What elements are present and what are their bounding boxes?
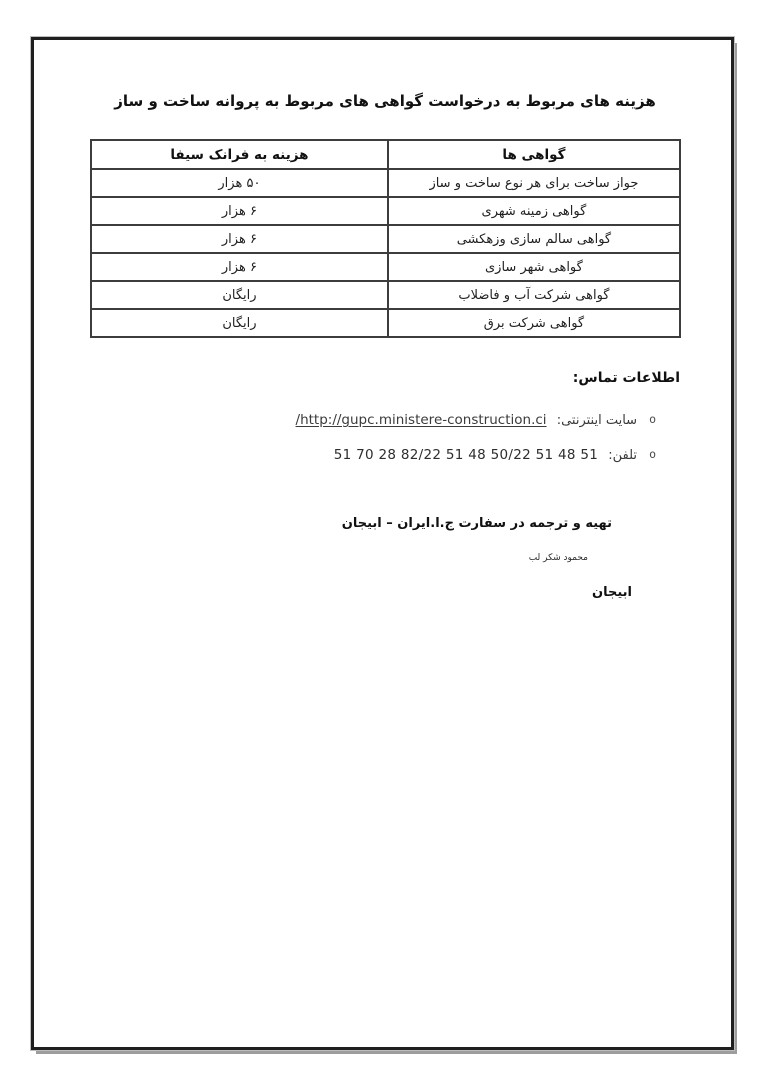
city-line: ابیجان [592, 585, 632, 600]
table-header-row [91, 140, 680, 169]
translator-name: محمود شکر لب [528, 553, 588, 563]
fees-table-body [91, 169, 680, 337]
cost-cell: ۶ هزار [91, 253, 388, 281]
certificates-column-header: گواهی ها [388, 140, 680, 169]
website-link[interactable]: /http://gupc.ministere-construction.ci [295, 412, 547, 428]
cost-cell: ۵۰ هزار [91, 169, 388, 197]
fees-table [90, 139, 681, 338]
website-label: سایت اینترنتی: [556, 413, 638, 428]
certificate-cell: گواهی شرکت آب و فاضلاب [388, 281, 680, 309]
table-row [91, 309, 680, 337]
cost-cell: ۶ هزار [91, 197, 388, 225]
certificate-cell: گواهی زمینه شهری [388, 197, 680, 225]
phone-label: تلفن: [608, 448, 638, 463]
circle-bullet-icon: o [649, 412, 656, 426]
table-row [91, 197, 680, 225]
table-row [91, 253, 680, 281]
cost-cell: ۶ هزار [91, 225, 388, 253]
certificate-cell: گواهی سالم سازی وزهکشی [388, 225, 680, 253]
prepared-by-line: تهیه و ترجمه در سفارت ج.ا.ایران – ابیجان [341, 516, 612, 531]
cost-column-header: هزینه به فرانک سیفا [91, 140, 388, 169]
certificate-cell: جواز ساخت برای هر نوع ساخت و ساز [388, 169, 680, 197]
phone-numbers: 51 70 28 82/22 51 48 50/22 51 48 51 [333, 447, 599, 463]
website-list-item [90, 412, 680, 428]
phone-list-item [90, 447, 680, 463]
circle-bullet-icon: o [649, 447, 656, 461]
certificate-cell: گواهی شرکت برق [388, 309, 680, 337]
cost-cell: رایگان [91, 309, 388, 337]
certificate-cell: گواهی شهر سازی [388, 253, 680, 281]
contact-info-heading: اطلاعات تماس: [572, 370, 680, 386]
table-row [91, 281, 680, 309]
table-row [91, 169, 680, 197]
page-title: هزینه های مربوط به درخواست گواهی های مربوط به پروانه ساخت و ساز [114, 92, 656, 110]
table-row [91, 225, 680, 253]
cost-cell: رایگان [91, 281, 388, 309]
